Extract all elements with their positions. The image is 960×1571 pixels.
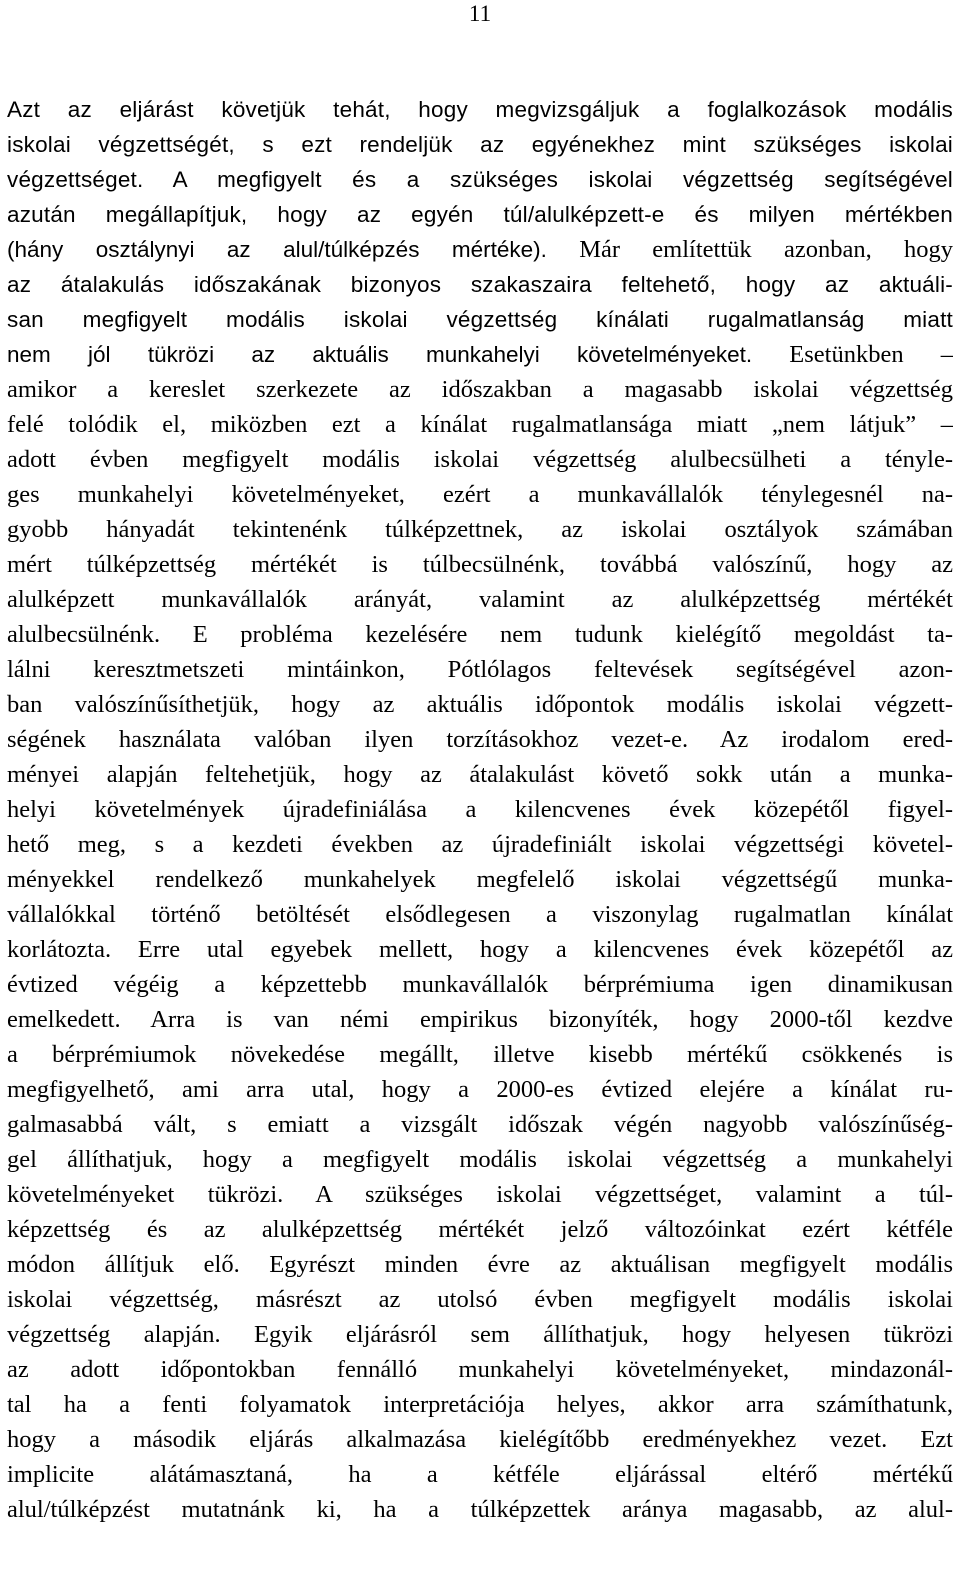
text-line: Azt az eljárást követjük tehát, hogy megvizsgáljuk a foglalkozások modális — [7, 97, 953, 122]
text-line: iskolai végzettségét, s ezt rendeljük az egyénekhez mint szükséges iskolai — [7, 132, 953, 157]
text-line: hető meg, s a kezdeti években az újradefiniált iskolai végzettségi követel- — [7, 831, 953, 858]
text-line: alul/túlképzést mutatnánk ki, ha a túlképzettek aránya magasabb, az alul- — [7, 1496, 953, 1523]
text-line: azután megállapítjuk, hogy az egyén túl/alulképzett-e és milyen mértékben — [7, 202, 953, 227]
body-paragraph — [7, 92, 953, 1527]
text-line — [7, 337, 953, 372]
text-line: ményekkel rendelkező munkahelyek megfelelő iskolai végzettségű munka- — [7, 866, 953, 893]
text-line: gel állíthatjuk, hogy a megfigyelt modális iskolai végzettség a munkahelyi — [7, 1146, 953, 1173]
text-line: az adott időpontokban fennálló munkahelyi követelményeket, mindazonál- — [7, 1356, 953, 1383]
text-line — [7, 232, 953, 267]
text-line: korlátozta. Erre utal egyebek mellett, hogy a kilencvenes évek közepétől az — [7, 936, 953, 963]
text-segment-sans: nem jól tükrözi az aktuális munkahelyi követelményeket. — [7, 342, 753, 367]
text-line: felé tolódik el, miközben ezt a kínálat rugalmatlansága miatt „nem látjuk” – — [7, 411, 953, 438]
text-line: alulképzett munkavállalók arányát, valamint az alulképzettség mértékét — [7, 586, 953, 613]
text-line: vállalókkal történő betöltését elsődlegesen a viszonylag rugalmatlan kínálat — [7, 901, 953, 928]
text-line: követelményeket tükrözi. A szükséges iskolai végzettséget, valamint a túl- — [7, 1181, 953, 1208]
text-line: megfigyelhető, ami arra utal, hogy a 2000-es évtized elejére a kínálat ru- — [7, 1076, 953, 1103]
text-line: helyi követelmények újradefiniálása a kilencvenes évek közepétől figyel- — [7, 796, 953, 823]
text-line: végzettséget. A megfigyelt és a szükséges iskolai végzettség segítségével — [7, 167, 953, 192]
text-line: az átalakulás időszakának bizonyos szakaszaira feltehető, hogy az aktuáli- — [7, 272, 953, 297]
text-segment-sans: (hány osztálynyi az alul/túlképzés mértéke). — [7, 237, 547, 262]
text-line: lálni keresztmetszeti mintáinkon, Pótlólagos feltevések segítségével azon- — [7, 656, 953, 683]
text-line: adott évben megfigyelt modális iskolai végzettség alulbecsülheti a tényle- — [7, 446, 953, 473]
text-line: alulbecsülnénk. E probléma kezelésére nem tudunk kielégítő megoldást ta- — [7, 621, 953, 648]
text-line: ges munkahelyi követelményeket, ezért a munkavállalók ténylegesnél na- — [7, 481, 953, 508]
text-line: galmasabbá vált, s emiatt a vizsgált időszak végén nagyobb valószínűség- — [7, 1111, 953, 1138]
text-line: implicite alátámasztaná, ha a kétféle eljárással eltérő mértékű — [7, 1461, 953, 1488]
text-line: san megfigyelt modális iskolai végzettség kínálati rugalmatlanság miatt — [7, 307, 953, 332]
text-line: gyobb hányadát tekintenénk túlképzettnek, az iskolai osztályok számában — [7, 516, 953, 543]
text-line: ban valószínűsíthetjük, hogy az aktuális időpontok modális iskolai végzett- — [7, 691, 953, 718]
text-line: ségének használata valóban ilyen torzításokhoz vezet-e. Az irodalom ered- — [7, 726, 953, 753]
text-line: tal ha a fenti folyamatok interpretációja helyes, akkor arra számíthatunk, — [7, 1391, 953, 1418]
page-number: 11 — [468, 1, 492, 26]
text-segment-serif: Esetünkben – — [752, 341, 953, 368]
text-line: iskolai végzettség, másrészt az utolsó évben megfigyelt modális iskolai — [7, 1286, 953, 1313]
text-line: a bérprémiumok növekedése megállt, illetve kisebb mértékű csökkenés is — [7, 1041, 953, 1068]
text-line: ményei alapján feltehetjük, hogy az átalakulást követő sokk után a munka- — [7, 761, 953, 788]
text-line: évtized végéig a képzettebb munkavállalók bérprémiuma igen dinamikusan — [7, 971, 953, 998]
text-line: képzettség és az alulképzettség mértékét jelző változóinkat ezért kétféle — [7, 1216, 953, 1243]
text-line: módon állítjuk elő. Egyrészt minden évre az aktuálisan megfigyelt modális — [7, 1251, 953, 1278]
text-line: hogy a második eljárás alkalmazása kielégítőbb eredményekhez vezet. Ezt — [7, 1426, 953, 1453]
text-segment-serif: Már említettük azonban, hogy — [546, 236, 953, 263]
text-line: mért túlképzettség mértékét is túlbecsülnénk, továbbá valószínű, hogy az — [7, 551, 953, 578]
text-line: amikor a kereslet szerkezete az időszakban a magasabb iskolai végzettség — [7, 376, 953, 403]
text-line: emelkedett. Arra is van némi empirikus bizonyíték, hogy 2000-től kezdve — [7, 1006, 953, 1033]
text-line: végzettség alapján. Egyik eljárásról sem állíthatjuk, hogy helyesen tükrözi — [7, 1321, 953, 1348]
